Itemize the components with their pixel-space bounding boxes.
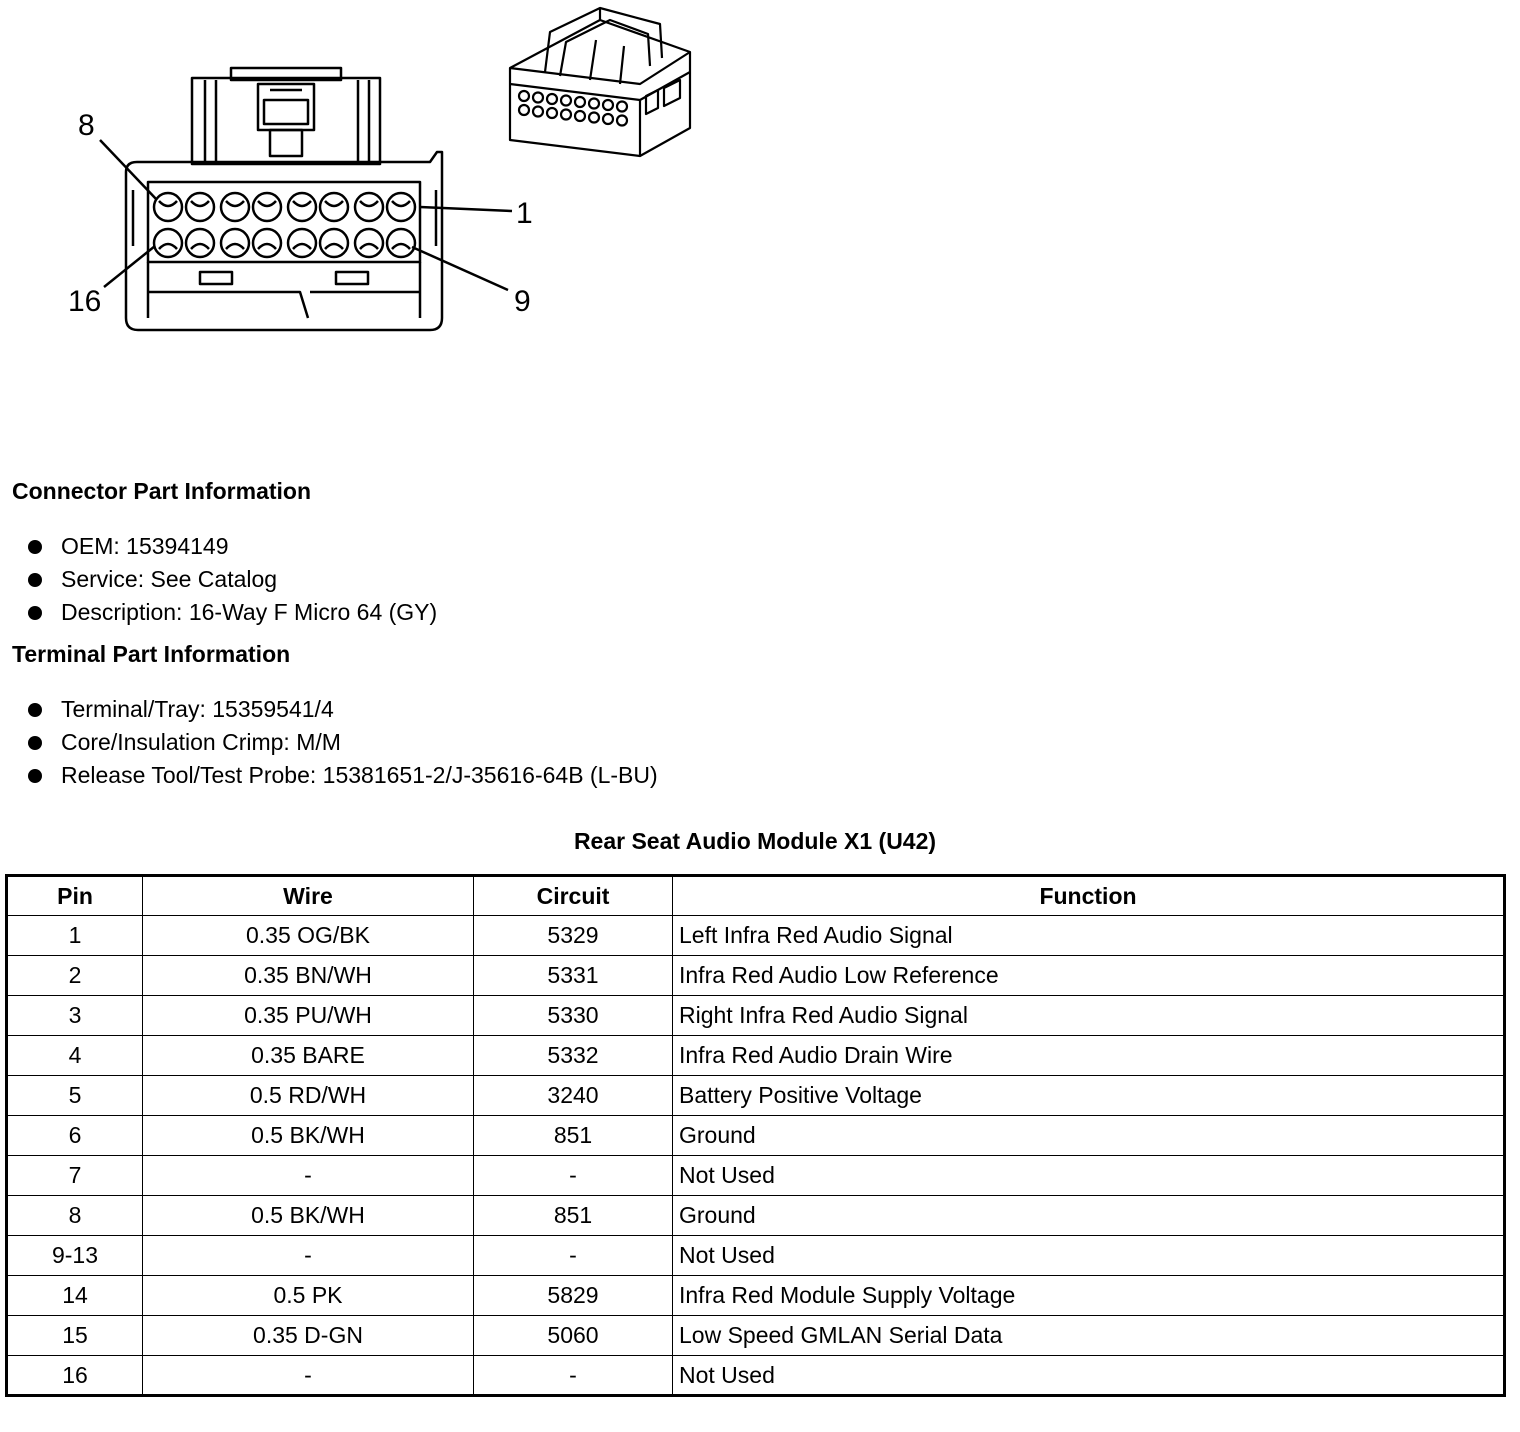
bullet-icon	[28, 703, 42, 717]
cell-wire: 0.5 BK/WH	[143, 1196, 474, 1236]
iso-cavity	[603, 114, 613, 124]
table-row	[7, 1276, 1505, 1316]
cell-circuit: 5829	[474, 1276, 673, 1316]
connector-face-view	[100, 68, 512, 330]
connector-info-list	[28, 530, 437, 629]
cell-function: Right Infra Red Audio Signal	[673, 996, 1505, 1036]
cell-circuit: 5331	[474, 956, 673, 996]
cell-circuit: -	[474, 1236, 673, 1276]
cavity-latch	[191, 244, 209, 249]
bullet-icon	[28, 573, 42, 587]
iso-cavity	[617, 102, 627, 112]
cell-function: Ground	[673, 1196, 1505, 1236]
cell-circuit: 851	[474, 1196, 673, 1236]
connector-diagram	[0, 0, 1520, 420]
cell-circuit: 3240	[474, 1076, 673, 1116]
iso-cavity	[589, 113, 599, 123]
table-row	[7, 916, 1505, 956]
cell-pin: 9-13	[7, 1236, 143, 1276]
cell-pin: 16	[7, 1356, 143, 1396]
cell-function: Battery Positive Voltage	[673, 1076, 1505, 1116]
cell-pin: 8	[7, 1196, 143, 1236]
cell-circuit: 5329	[474, 916, 673, 956]
column-header-function: Function	[673, 876, 1505, 916]
connector-cavities	[154, 193, 415, 257]
cavity-latch	[293, 244, 311, 249]
table-title: Rear Seat Audio Module X1 (U42)	[573, 828, 937, 854]
cell-function: Not Used	[673, 1236, 1505, 1276]
cavity-latch	[258, 201, 276, 206]
cavity-latch	[226, 244, 244, 249]
cell-circuit: -	[474, 1356, 673, 1396]
cavity-latch	[360, 244, 378, 249]
cell-function: Not Used	[673, 1156, 1505, 1196]
table-row	[7, 1196, 1505, 1236]
cavity-latch	[392, 201, 410, 206]
pin-label-9: 9	[514, 285, 531, 318]
cell-pin: 1	[7, 916, 143, 956]
iso-cavity	[519, 105, 529, 115]
iso-cavity	[575, 111, 585, 121]
cell-wire: 0.35 D-GN	[143, 1316, 474, 1356]
cell-wire: 0.5 PK	[143, 1276, 474, 1316]
cell-pin: 7	[7, 1156, 143, 1196]
cell-wire: -	[143, 1236, 474, 1276]
cavity-latch	[191, 201, 209, 206]
iso-cavity	[519, 91, 529, 101]
terminal-info-heading: Terminal Part Information	[12, 641, 291, 667]
iso-cavity	[575, 97, 585, 107]
iso-cavity	[603, 100, 613, 110]
list-item: OEM: 15394149	[28, 530, 437, 563]
cavity-latch	[325, 201, 343, 206]
cell-pin: 14	[7, 1276, 143, 1316]
cell-wire: -	[143, 1356, 474, 1396]
list-item: Service: See Catalog	[28, 563, 437, 596]
cell-pin: 15	[7, 1316, 143, 1356]
cavity-latch	[226, 201, 244, 206]
list-item: Description: 16-Way F Micro 64 (GY)	[28, 596, 437, 629]
iso-cavity	[547, 108, 557, 118]
bullet-icon	[28, 540, 42, 554]
cell-function: Infra Red Audio Drain Wire	[673, 1036, 1505, 1076]
cell-pin: 5	[7, 1076, 143, 1116]
cell-wire: 0.5 BK/WH	[143, 1116, 474, 1156]
cavity-latch	[392, 244, 410, 249]
cavity-latch	[159, 201, 177, 206]
column-header-pin: Pin	[7, 876, 143, 916]
iso-cavity	[617, 116, 627, 126]
cell-circuit: 5332	[474, 1036, 673, 1076]
table-row	[7, 1236, 1505, 1276]
bullet-icon	[28, 606, 42, 620]
pin-label-1: 1	[516, 197, 533, 230]
cavity-latch	[159, 244, 177, 249]
cell-function: Infra Red Module Supply Voltage	[673, 1276, 1505, 1316]
iso-cavity	[561, 96, 571, 106]
table-row	[7, 1316, 1505, 1356]
cell-function: Not Used	[673, 1356, 1505, 1396]
table-row	[7, 1076, 1505, 1116]
cavity-latch	[325, 244, 343, 249]
iso-cavity	[589, 99, 599, 109]
table-row	[7, 956, 1505, 996]
cavity-latch	[258, 244, 276, 249]
pin-label-8: 8	[78, 109, 95, 142]
pinout-table	[5, 874, 1506, 1397]
table-row	[7, 1116, 1505, 1156]
terminal-info-list	[28, 693, 658, 792]
cell-function: Left Infra Red Audio Signal	[673, 916, 1505, 956]
cell-pin: 6	[7, 1116, 143, 1156]
connector-isometric-view	[510, 8, 690, 156]
cell-circuit: -	[474, 1156, 673, 1196]
cavity-latch	[360, 201, 378, 206]
list-item: Release Tool/Test Probe: 15381651-2/J-35616-64B (L-BU)	[28, 759, 658, 792]
cell-wire: 0.5 RD/WH	[143, 1076, 474, 1116]
iso-cavity	[547, 94, 557, 104]
table-row	[7, 996, 1505, 1036]
cell-function: Ground	[673, 1116, 1505, 1156]
cell-pin: 3	[7, 996, 143, 1036]
cell-pin: 4	[7, 1036, 143, 1076]
iso-cavity	[533, 107, 543, 117]
cell-function: Infra Red Audio Low Reference	[673, 956, 1505, 996]
table-row	[7, 1036, 1505, 1076]
iso-cavity	[561, 110, 571, 120]
table-row	[7, 1356, 1505, 1396]
cell-function: Low Speed GMLAN Serial Data	[673, 1316, 1505, 1356]
pin-label-16: 16	[68, 285, 102, 318]
cell-wire: 0.35 BN/WH	[143, 956, 474, 996]
cell-wire: -	[143, 1156, 474, 1196]
cell-wire: 0.35 PU/WH	[143, 996, 474, 1036]
cell-circuit: 5330	[474, 996, 673, 1036]
bullet-icon	[28, 769, 42, 783]
bullet-icon	[28, 736, 42, 750]
list-item: Terminal/Tray: 15359541/4	[28, 693, 658, 726]
column-header-wire: Wire	[143, 876, 474, 916]
table-row	[7, 1156, 1505, 1196]
table-header-row	[7, 876, 1505, 916]
cell-circuit: 851	[474, 1116, 673, 1156]
connector-info-heading: Connector Part Information	[12, 478, 312, 504]
cell-pin: 2	[7, 956, 143, 996]
column-header-circuit: Circuit	[474, 876, 673, 916]
cavity-latch	[293, 201, 311, 206]
iso-cavity	[533, 93, 543, 103]
cell-wire: 0.35 BARE	[143, 1036, 474, 1076]
list-item: Core/Insulation Crimp: M/M	[28, 726, 658, 759]
cell-wire: 0.35 OG/BK	[143, 916, 474, 956]
cell-circuit: 5060	[474, 1316, 673, 1356]
